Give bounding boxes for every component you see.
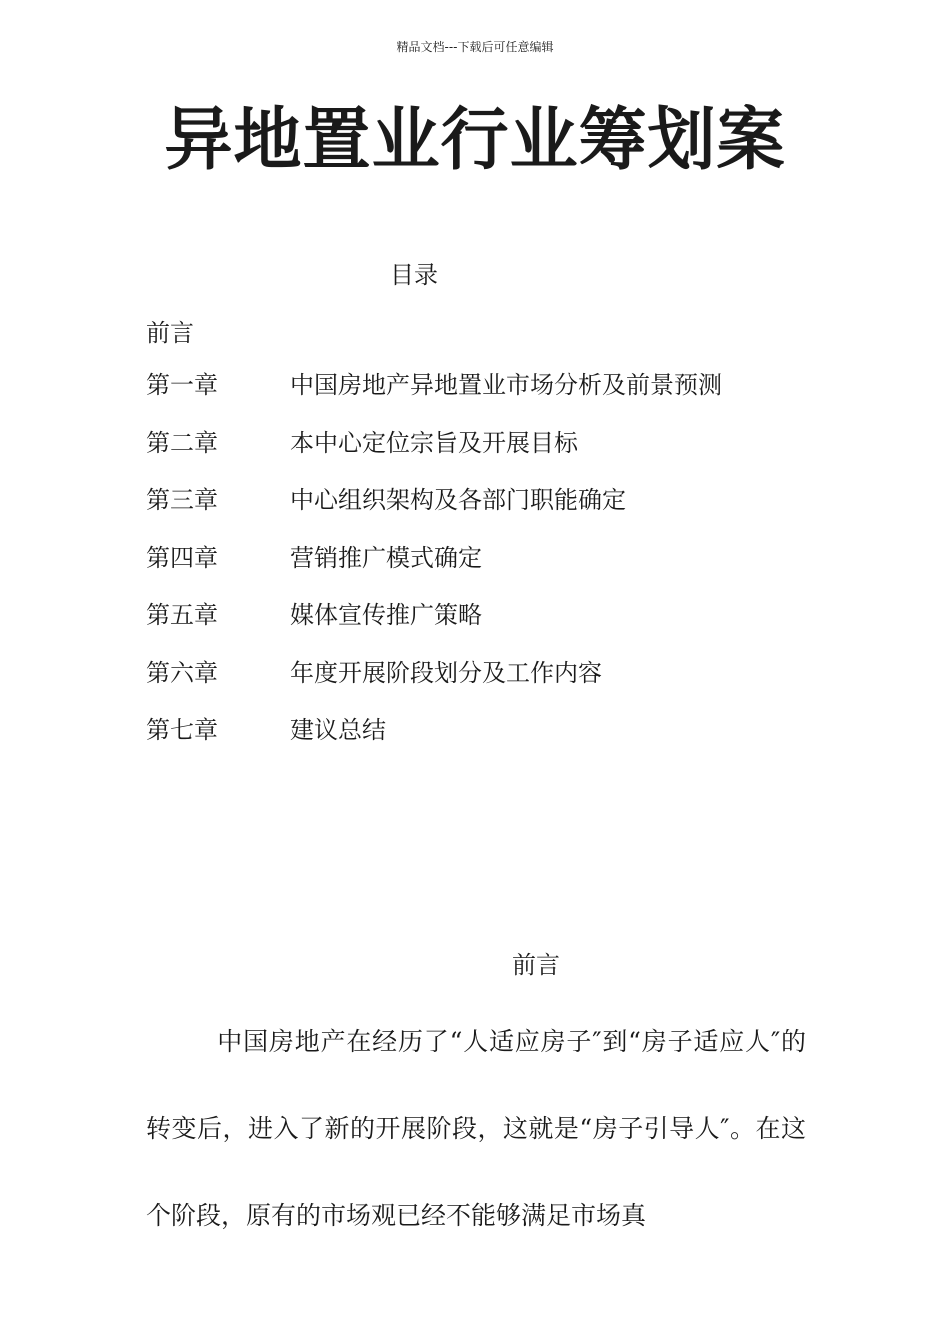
toc-chapter-number: 第七章 bbox=[146, 716, 218, 744]
toc-list bbox=[146, 370, 722, 773]
toc-chapter-title: 建议总结 bbox=[290, 716, 386, 744]
toc-item bbox=[146, 428, 722, 486]
toc-chapter-number: 第二章 bbox=[146, 428, 218, 457]
toc-item bbox=[146, 658, 722, 716]
toc-chapter-title: 中国房地产异地置业市场分析及前景预测 bbox=[290, 371, 722, 399]
header-note: 精品文档---下载后可任意编辑 bbox=[396, 40, 554, 54]
toc-chapter-number: 第六章 bbox=[146, 658, 218, 687]
toc-item bbox=[146, 543, 722, 601]
toc-chapter-title: 媒体宣传推广策略 bbox=[290, 601, 482, 629]
preface-paragraph: 中国房地产在经历了“人适应房子″到“房子适应人″的转变后，进入了新的开展阶段，这就是“房子引导人″。在这个阶段，原有的市场观已经不能够满足市场真 bbox=[146, 1027, 806, 1230]
toc-chapter-title: 年度开展阶段划分及工作内容 bbox=[290, 658, 602, 687]
toc-preface-entry: 前言 bbox=[146, 319, 194, 347]
toc-item bbox=[146, 485, 722, 543]
preface-heading: 前言 bbox=[512, 951, 560, 979]
toc-chapter-number: 第四章 bbox=[146, 543, 218, 572]
document-title: 异地置业行业筹划案 bbox=[164, 101, 786, 180]
toc-chapter-number: 第一章 bbox=[146, 371, 218, 399]
toc-item bbox=[146, 715, 722, 773]
toc-item bbox=[146, 370, 722, 428]
toc-chapter-title: 营销推广模式确定 bbox=[290, 543, 482, 572]
toc-item bbox=[146, 600, 722, 658]
toc-chapter-title: 本中心定位宗旨及开展目标 bbox=[290, 428, 578, 457]
toc-chapter-number: 第三章 bbox=[146, 486, 218, 514]
toc-chapter-title: 中心组织架构及各部门职能确定 bbox=[290, 486, 626, 514]
toc-heading: 目录 bbox=[390, 261, 438, 289]
toc-chapter-number: 第五章 bbox=[146, 601, 218, 629]
